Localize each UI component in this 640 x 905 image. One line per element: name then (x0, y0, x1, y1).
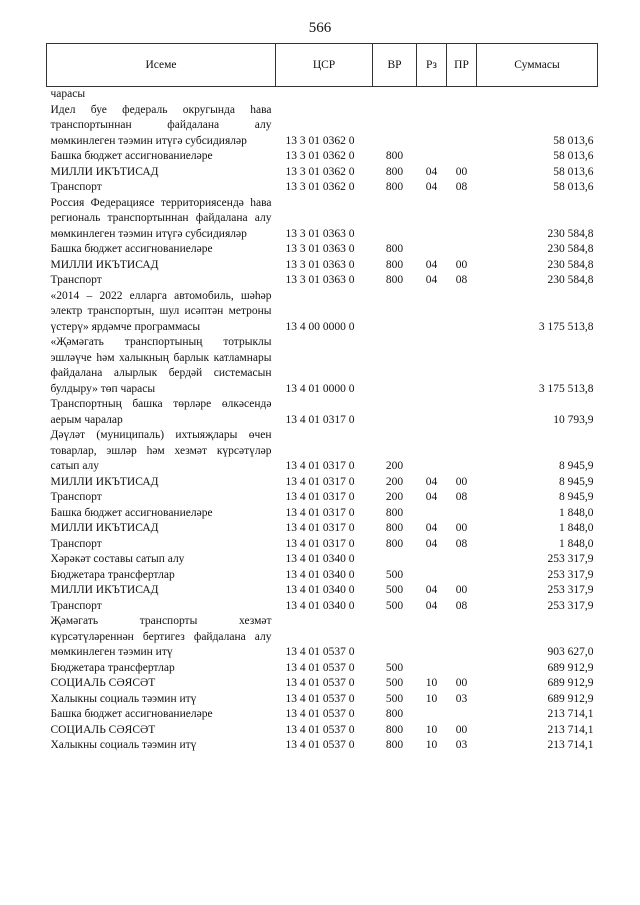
cell-sum: 8 945,9 (559, 460, 594, 472)
cell-vr: 500 (385, 677, 404, 689)
table-row (47, 552, 598, 568)
cell-rz (417, 568, 447, 584)
table-row (47, 335, 598, 397)
cell-csr: 13 4 01 0537 0 (285, 739, 355, 751)
cell-pr (447, 103, 477, 150)
cell-csr: 13 4 01 0537 0 (285, 708, 355, 720)
cell-sum: 689 912,9 (547, 677, 594, 689)
cell-pr: 00 (455, 522, 468, 534)
cell-vr: 800 (385, 274, 404, 286)
cell-csr: 13 4 01 0340 0 (285, 584, 355, 596)
cell-csr: 13 4 01 0317 0 (285, 460, 355, 472)
cell-sum: 253 317,9 (547, 584, 594, 596)
cell-sum: 10 793,9 (553, 413, 594, 426)
cell-vr: 800 (385, 150, 404, 162)
table-row (47, 583, 598, 599)
cell-pr (447, 707, 477, 723)
table-row (47, 490, 598, 506)
table-row (47, 676, 598, 692)
cell-sum: 230 584,8 (547, 274, 594, 286)
cell-name: Башка бюджет ассигнованиеләре (50, 708, 213, 720)
cell-pr: 08 (455, 599, 468, 612)
cell-sum: 230 584,8 (547, 243, 594, 255)
table-row (47, 506, 598, 522)
cell-vr: 500 (385, 568, 404, 581)
cell-csr: 13 4 01 0317 0 (285, 413, 355, 426)
cell-sum: 1 848,0 (559, 537, 594, 550)
table-row (47, 103, 598, 150)
cell-rz (417, 707, 447, 723)
cell-name: Россия Федерациясе территориясендә һава региональ транспортыннан файдалана алу мөмкинлеген тәэмин итүгә субсидияләр (50, 196, 272, 240)
header-rz: Рз (417, 44, 447, 87)
cell-sum: 1 848,0 (559, 522, 594, 534)
cell-pr: 03 (455, 739, 468, 751)
cell-name: «Җәмәгать транспортының тотрыклы эшләүче һәм халыкның барлык катламнары файдалана алырлык бердәй системасын булдыру» төп чарасы (50, 336, 272, 395)
cell-name: Транспортның башка төрләре өлкәсендә аерым чаралар (50, 398, 272, 426)
cell-pr (447, 506, 477, 522)
table-row (47, 707, 598, 723)
table-row (47, 196, 598, 243)
cell-vr: 500 (385, 661, 404, 674)
table-header-row (47, 44, 598, 87)
cell-rz (417, 289, 447, 336)
cell-vr: 800 (385, 537, 404, 550)
cell-pr (447, 196, 477, 243)
cell-csr: 13 3 01 0363 0 (285, 274, 355, 286)
cell-pr (447, 335, 477, 397)
table-row (47, 614, 598, 661)
cell-vr (373, 614, 417, 661)
cell-vr (373, 552, 417, 568)
table-row (47, 599, 598, 615)
cell-rz (417, 103, 447, 150)
cell-pr: 00 (455, 165, 468, 178)
cell-vr: 800 (385, 506, 404, 519)
cell-rz (417, 242, 447, 258)
cell-name: МИЛЛИ ИКЪТИСАД (50, 165, 159, 178)
cell-pr: 08 (455, 274, 468, 286)
cell-name: Идел буе федераль округында һава транспортыннан файдалана алу мөмкинлеген тәэмин итүгә субсидияләр (50, 103, 272, 147)
cell-sum: 230 584,8 (547, 258, 594, 271)
cell-pr (447, 242, 477, 258)
cell-pr: 00 (455, 584, 468, 596)
header-name: Исеме (47, 44, 276, 87)
cell-rz: 04 (425, 599, 438, 612)
cell-rz (417, 335, 447, 397)
cell-vr: 500 (385, 599, 404, 612)
table-row (47, 273, 598, 289)
cell-rz: 04 (425, 181, 438, 193)
cell-vr: 200 (385, 475, 404, 488)
cell-csr: 13 4 01 0317 0 (285, 522, 355, 534)
cell-vr: 800 (385, 708, 404, 720)
cell-sum: 253 317,9 (547, 568, 594, 581)
cell-csr: 13 4 01 0537 0 (285, 646, 355, 658)
cell-csr: 13 4 01 0317 0 (285, 506, 355, 519)
cell-name: Халыкны социаль тәэмин итү (50, 739, 197, 751)
cell-pr (447, 661, 477, 677)
cell-vr: 800 (385, 723, 404, 736)
cell-pr (447, 397, 477, 428)
cell-pr: 08 (455, 181, 468, 193)
table-row (47, 289, 598, 336)
cell-pr: 00 (455, 475, 468, 488)
header-pr: ПР (447, 44, 477, 87)
table-row (47, 568, 598, 584)
cell-rz (417, 614, 447, 661)
cell-csr: 13 3 01 0363 0 (285, 243, 355, 255)
cell-csr: 13 4 01 0317 0 (285, 537, 355, 550)
cell-sum: 689 912,9 (547, 661, 594, 674)
cell-name: Халыкны социаль тәэмин итү (50, 692, 197, 705)
cell-rz (417, 397, 447, 428)
cell-rz: 04 (425, 258, 438, 271)
cell-vr: 800 (385, 165, 404, 178)
cell-sum: 3 175 513,8 (538, 382, 594, 395)
table-row (47, 738, 598, 754)
header-vr: ВР (373, 44, 417, 87)
cell-pr: 08 (455, 491, 468, 503)
page-number: 566 (308, 20, 332, 36)
cell-sum: 8 945,9 (559, 491, 594, 503)
cell-csr: 13 4 01 0317 0 (285, 491, 355, 503)
cell-csr: 13 4 00 0000 0 (285, 320, 355, 333)
cell-vr: 500 (385, 692, 404, 705)
cell-rz: 10 (425, 739, 438, 751)
table-row (47, 149, 598, 165)
cell-rz (417, 196, 447, 243)
cell-name: «2014 – 2022 елларга автомобиль, шәһәр электр транспортын, шул исәптән метроны үстерү» ярдәмче программасы (50, 289, 272, 333)
cell-vr (373, 103, 417, 150)
cell-sum: 58 013,6 (553, 134, 594, 147)
cell-csr: 13 4 01 0317 0 (285, 475, 355, 488)
cell-sum: 58 013,6 (553, 150, 594, 162)
cell-vr: 500 (385, 584, 404, 596)
table-row (47, 242, 598, 258)
table-row (47, 723, 598, 739)
cell-rz: 04 (425, 165, 438, 178)
table-row (47, 537, 598, 553)
cell-vr: 800 (385, 181, 404, 193)
cell-sum: 253 317,9 (547, 599, 594, 612)
cell-vr: 800 (385, 739, 404, 751)
cell-name: МИЛЛИ ИКЪТИСАД (50, 258, 159, 271)
cell-name: МИЛЛИ ИКЪТИСАД (50, 522, 159, 534)
cell-vr: 200 (385, 460, 404, 472)
cell-sum (477, 87, 598, 103)
cell-name: Башка бюджет ассигнованиеләре (50, 243, 213, 255)
cell-pr (447, 614, 477, 661)
cell-sum: 253 317,9 (547, 553, 594, 565)
budget-table (46, 43, 598, 754)
table-row (47, 165, 598, 181)
cell-pr (447, 149, 477, 165)
cell-csr: 13 3 01 0362 0 (285, 150, 355, 162)
cell-vr: 800 (385, 258, 404, 271)
cell-csr: 13 4 01 0000 0 (285, 382, 355, 395)
cell-rz: 04 (425, 537, 438, 550)
table-row (47, 428, 598, 475)
cell-name: Транспорт (50, 491, 102, 503)
cell-name: Транспорт (50, 181, 102, 193)
cell-name: СОЦИАЛЬ СӘЯСӘТ (50, 677, 156, 689)
cell-vr: 200 (385, 491, 404, 503)
cell-sum: 689 912,9 (547, 692, 594, 705)
cell-pr (447, 289, 477, 336)
cell-vr: 800 (385, 522, 404, 534)
cell-rz (417, 87, 447, 103)
cell-sum: 213 714,1 (547, 723, 594, 736)
table-row (47, 521, 598, 537)
cell-csr: 13 4 01 0537 0 (285, 723, 355, 736)
cell-sum: 230 584,8 (547, 227, 594, 240)
cell-rz: 10 (425, 677, 438, 689)
cell-rz (417, 661, 447, 677)
cell-pr: 08 (455, 537, 468, 550)
cell-pr: 03 (455, 692, 468, 705)
cell-name: Җәмәгать транспорты хезмәт күрсәтүләреннән бертигез файдалана алу мөмкинлеген тәэмин итү (50, 615, 272, 658)
header-sum: Суммасы (477, 44, 598, 87)
cell-sum: 213 714,1 (547, 708, 594, 720)
table-row (47, 258, 598, 274)
cell-csr: 13 4 01 0537 0 (285, 692, 355, 705)
cell-csr: 13 3 01 0362 0 (285, 165, 355, 178)
cell-csr: 13 3 01 0362 0 (285, 181, 355, 193)
table-row (47, 475, 598, 491)
cell-sum: 903 627,0 (547, 646, 594, 658)
cell-rz (417, 506, 447, 522)
cell-name: СОЦИАЛЬ СӘЯСӘТ (50, 723, 156, 736)
table-row (47, 397, 598, 428)
cell-csr: 13 4 01 0340 0 (285, 568, 355, 581)
cell-rz: 10 (425, 692, 438, 705)
cell-name: Транспорт (50, 274, 102, 286)
cell-name: Хәрәкәт составы сатып алу (50, 553, 185, 565)
cell-rz: 04 (425, 274, 438, 286)
cell-name: Транспорт (50, 599, 102, 612)
cell-csr: 13 4 01 0340 0 (285, 599, 355, 612)
cell-rz (417, 149, 447, 165)
cell-vr (373, 397, 417, 428)
cell-csr: 13 3 01 0363 0 (285, 227, 355, 240)
cell-pr (447, 87, 477, 103)
cell-pr (447, 428, 477, 475)
cell-name: МИЛЛИ ИКЪТИСАД (50, 475, 159, 488)
table-row (47, 661, 598, 677)
cell-rz (417, 428, 447, 475)
cell-vr (373, 335, 417, 397)
cell-pr: 00 (455, 258, 468, 271)
table-body (47, 87, 598, 754)
cell-rz: 10 (425, 723, 438, 736)
cell-sum: 3 175 513,8 (538, 320, 594, 333)
cell-name: МИЛЛИ ИКЪТИСАД (50, 584, 159, 596)
cell-name: Бюджетара трансфертлар (50, 661, 175, 674)
table-row (47, 692, 598, 708)
cell-pr: 00 (455, 723, 468, 736)
cell-name: Дәүләт (муниципаль) ихтыяҗлары өчен товарлар, эшләр һәм хезмәт күрсәтүләр сатып алу (50, 429, 272, 472)
cell-name: Башка бюджет ассигнованиеләре (50, 150, 213, 162)
cell-rz: 04 (425, 491, 438, 503)
cell-rz: 04 (425, 522, 438, 534)
cell-pr: 00 (455, 677, 468, 689)
cell-name: Бюджетара трансфертлар (50, 568, 175, 581)
cell-name: чарасы (50, 88, 86, 100)
cell-sum: 1 848,0 (559, 506, 594, 519)
cell-pr (447, 552, 477, 568)
cell-rz (417, 552, 447, 568)
cell-vr (373, 87, 417, 103)
cell-csr: 13 4 01 0537 0 (285, 661, 355, 674)
header-csr: ЦСР (276, 44, 373, 87)
cell-csr: 13 3 01 0363 0 (285, 258, 355, 271)
cell-vr (373, 289, 417, 336)
cell-sum: 58 013,6 (553, 181, 594, 193)
cell-sum: 58 013,6 (553, 165, 594, 178)
table-row (47, 87, 598, 103)
cell-name: Транспорт (50, 537, 102, 550)
cell-sum: 8 945,9 (559, 475, 594, 488)
cell-sum: 213 714,1 (547, 739, 594, 751)
cell-vr (373, 196, 417, 243)
cell-rz: 04 (425, 475, 438, 488)
cell-name: Башка бюджет ассигнованиеләре (50, 506, 213, 519)
cell-csr (276, 87, 373, 103)
cell-csr: 13 4 01 0340 0 (285, 553, 355, 565)
cell-pr (447, 568, 477, 584)
cell-csr: 13 4 01 0537 0 (285, 677, 355, 689)
cell-csr: 13 3 01 0362 0 (285, 134, 355, 147)
cell-rz: 04 (425, 584, 438, 596)
cell-vr: 800 (385, 243, 404, 255)
table-row (47, 180, 598, 196)
